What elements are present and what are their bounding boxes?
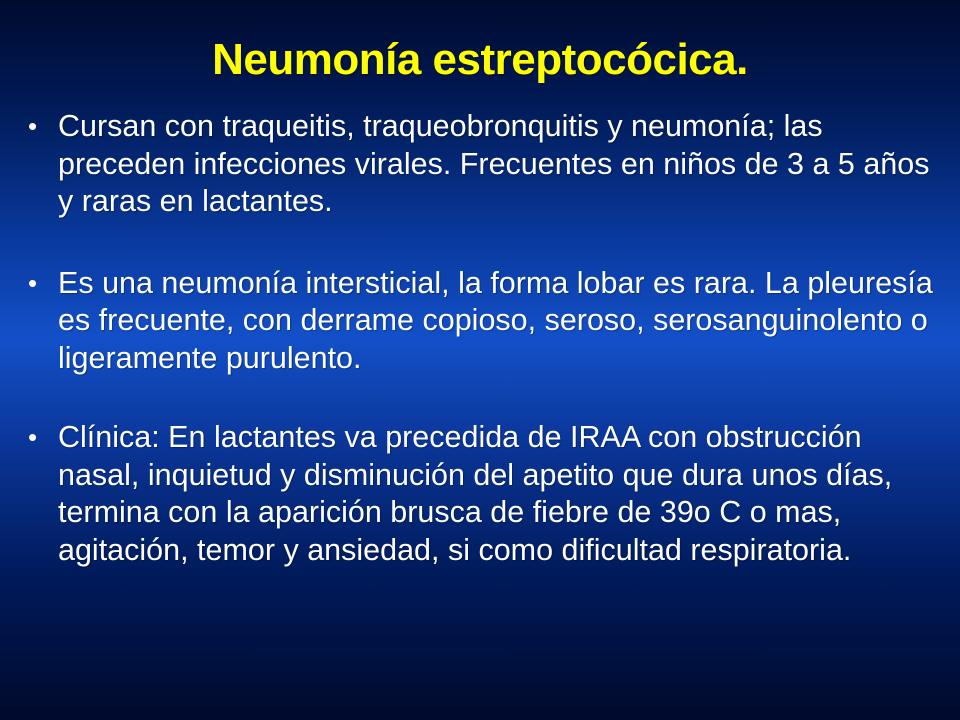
list-item: [28, 108, 936, 221]
list-item: [28, 419, 936, 569]
bullet-text: Cursan con traqueitis, traqueobronquitis y neumonía; las preceden infecciones virales. Frecuentes en niños de 3 a 5 años y raras en lactantes.: [58, 109, 930, 218]
list-item: [28, 265, 936, 378]
slide-body: [28, 108, 936, 595]
bullet-marker-icon: •: [28, 267, 38, 298]
bullet-marker-icon: •: [28, 111, 38, 141]
bullet-text: Es una neumonía intersticial, la forma lobar es rara. La pleuresía es frecuente, con derrame copioso, seroso, serosanguinolento o ligeramente purulento.: [58, 265, 933, 375]
bullet-text: Clínica: En lactantes va precedida de IRAA con obstrucción nasal, inquietud y disminución del apetito que dura unos días, termina con la aparición brusca de fiebre de 39o C o mas, agitación, temor y ansiedad, si como dificultad respiratoria.: [58, 420, 893, 567]
page-title: Neumonía estreptocócica.: [212, 35, 748, 84]
bullet-marker-icon: •: [28, 422, 38, 452]
